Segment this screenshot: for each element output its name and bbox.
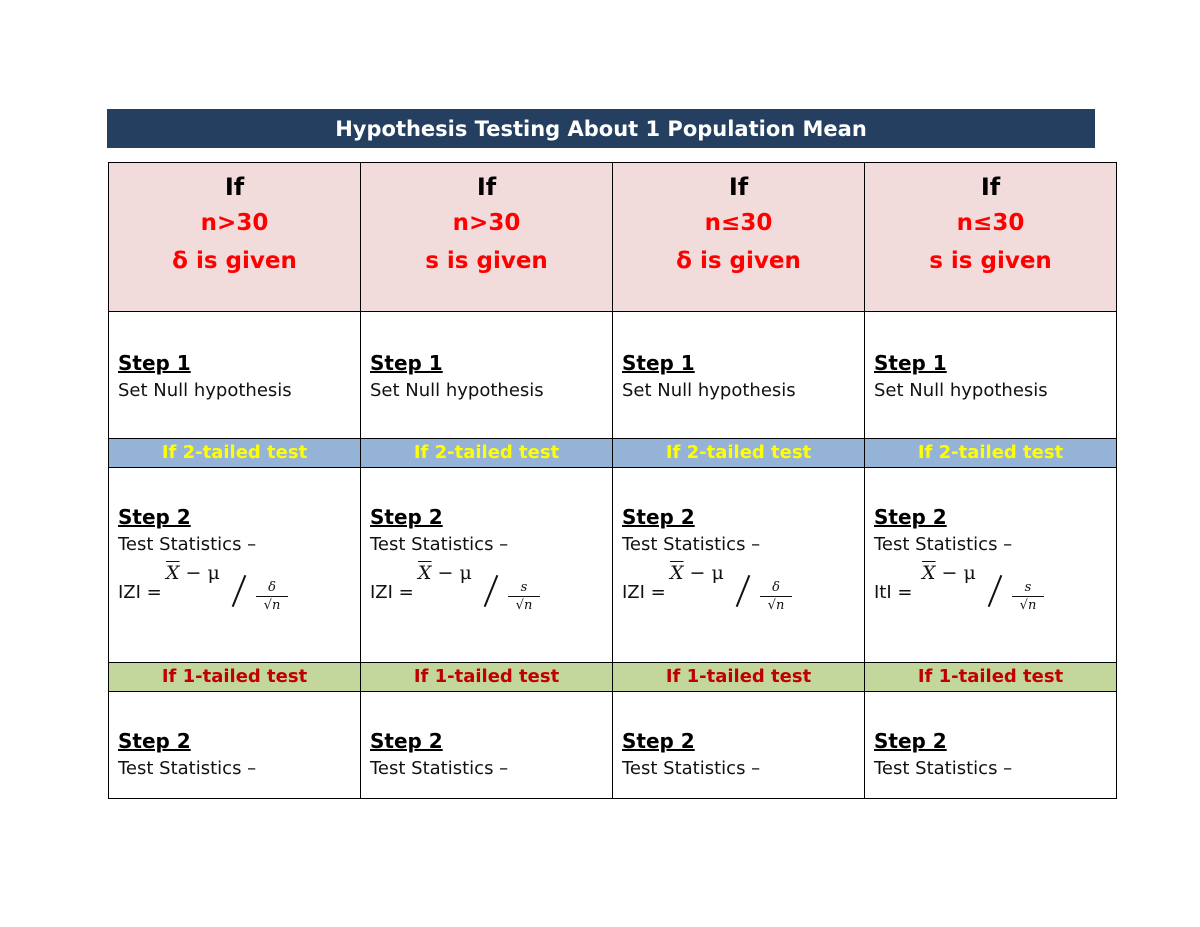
two-tailed-label: If 2-tailed test [361, 439, 613, 468]
step2-cell [865, 692, 1117, 799]
step2-heading: Step 2 [622, 729, 695, 753]
condition-given: s is given [929, 248, 1052, 274]
condition-sample-size: n>30 [200, 210, 269, 236]
x-bar: $\overline{X}$ [670, 562, 684, 584]
step2-cell [361, 468, 613, 663]
minus-mu: − μ [689, 562, 724, 584]
step1-heading: Step 1 [118, 351, 191, 375]
step1-heading: Step 1 [622, 351, 695, 375]
root-n: √n [1019, 598, 1037, 613]
division-slash [232, 575, 247, 607]
std-dev-symbol: δ [256, 580, 288, 597]
step2-text: Test Statistics – [622, 534, 761, 555]
step2-cell [109, 468, 361, 663]
step2-text: Test Statistics – [622, 758, 761, 779]
step1-cell [361, 312, 613, 439]
step2-cell [109, 692, 361, 799]
division-slash [736, 575, 751, 607]
one-tailed-label: If 1-tailed test [109, 663, 361, 692]
minus-mu: − μ [941, 562, 976, 584]
condition-if: If [728, 173, 749, 201]
condition-cell [361, 163, 613, 312]
hypothesis-table [108, 162, 1117, 799]
condition-sample-size: n>30 [452, 210, 521, 236]
step1-text: Set Null hypothesis [370, 380, 544, 401]
step1-text: Set Null hypothesis [118, 380, 292, 401]
step1-text: Set Null hypothesis [622, 380, 796, 401]
condition-cell [109, 163, 361, 312]
condition-given: δ is given [172, 248, 297, 274]
condition-sample-size: n≤30 [704, 210, 773, 236]
condition-given: δ is given [676, 248, 801, 274]
step2-text: Test Statistics – [118, 758, 257, 779]
step1-cell [865, 312, 1117, 439]
minus-mu: − μ [185, 562, 220, 584]
root-n: √n [263, 598, 281, 613]
standard-error [1012, 580, 1044, 613]
minus-mu: − μ [437, 562, 472, 584]
test-statistic-formula [118, 560, 360, 632]
step1-cell [613, 312, 865, 439]
formula-numerator [922, 562, 976, 584]
standard-error [760, 580, 792, 613]
page-title: Hypothesis Testing About 1 Population Mean [107, 109, 1095, 148]
x-bar: $\overline{X}$ [166, 562, 180, 584]
step2-cell [613, 468, 865, 663]
standard-error [508, 580, 540, 613]
formula-label: ItI = [874, 582, 913, 603]
std-dev-symbol: s [508, 580, 540, 597]
conditions-row [109, 163, 1117, 312]
test-statistic-formula [370, 560, 612, 632]
step2-text: Test Statistics – [874, 758, 1013, 779]
step2-cell [613, 692, 865, 799]
condition-if: If [476, 173, 497, 201]
root-n: √n [515, 598, 533, 613]
root-n: √n [767, 598, 785, 613]
one-tailed-band [109, 663, 1117, 692]
condition-given: s is given [425, 248, 548, 274]
condition-if: If [980, 173, 1001, 201]
step2-text: Test Statistics – [874, 534, 1013, 555]
condition-cell [613, 163, 865, 312]
condition-sample-size: n≤30 [956, 210, 1025, 236]
formula-label: IZI = [370, 582, 414, 603]
step2-two-tailed-row [109, 468, 1117, 663]
two-tailed-band [109, 439, 1117, 468]
step1-heading: Step 1 [370, 351, 443, 375]
test-statistic-formula [622, 560, 864, 632]
condition-cell [865, 163, 1117, 312]
step2-text: Test Statistics – [370, 534, 509, 555]
step1-heading: Step 1 [874, 351, 947, 375]
step1-row [109, 312, 1117, 439]
step2-heading: Step 2 [370, 729, 443, 753]
step2-cell [865, 468, 1117, 663]
step2-heading: Step 2 [874, 729, 947, 753]
step2-text: Test Statistics – [118, 534, 257, 555]
x-bar: $\overline{X}$ [418, 562, 432, 584]
step2-heading: Step 2 [874, 505, 947, 529]
formula-numerator [418, 562, 472, 584]
division-slash [988, 575, 1003, 607]
step2-cell [361, 692, 613, 799]
formula-numerator [670, 562, 724, 584]
step2-heading: Step 2 [370, 505, 443, 529]
division-slash [484, 575, 499, 607]
one-tailed-label: If 1-tailed test [865, 663, 1117, 692]
step2-text: Test Statistics – [370, 758, 509, 779]
step1-text: Set Null hypothesis [874, 380, 1048, 401]
std-dev-symbol: s [1012, 580, 1044, 597]
step2-heading: Step 2 [118, 729, 191, 753]
step2-heading: Step 2 [622, 505, 695, 529]
formula-label: IZI = [622, 582, 666, 603]
two-tailed-label: If 2-tailed test [109, 439, 361, 468]
two-tailed-label: If 2-tailed test [613, 439, 865, 468]
formula-numerator [166, 562, 220, 584]
x-bar: $\overline{X}$ [922, 562, 936, 584]
std-dev-symbol: δ [760, 580, 792, 597]
step2-one-tailed-row [109, 692, 1117, 799]
test-statistic-formula [874, 560, 1116, 632]
two-tailed-label: If 2-tailed test [865, 439, 1117, 468]
standard-error [256, 580, 288, 613]
step1-cell [109, 312, 361, 439]
formula-label: IZI = [118, 582, 162, 603]
one-tailed-label: If 1-tailed test [361, 663, 613, 692]
step2-heading: Step 2 [118, 505, 191, 529]
one-tailed-label: If 1-tailed test [613, 663, 865, 692]
condition-if: If [224, 173, 245, 201]
